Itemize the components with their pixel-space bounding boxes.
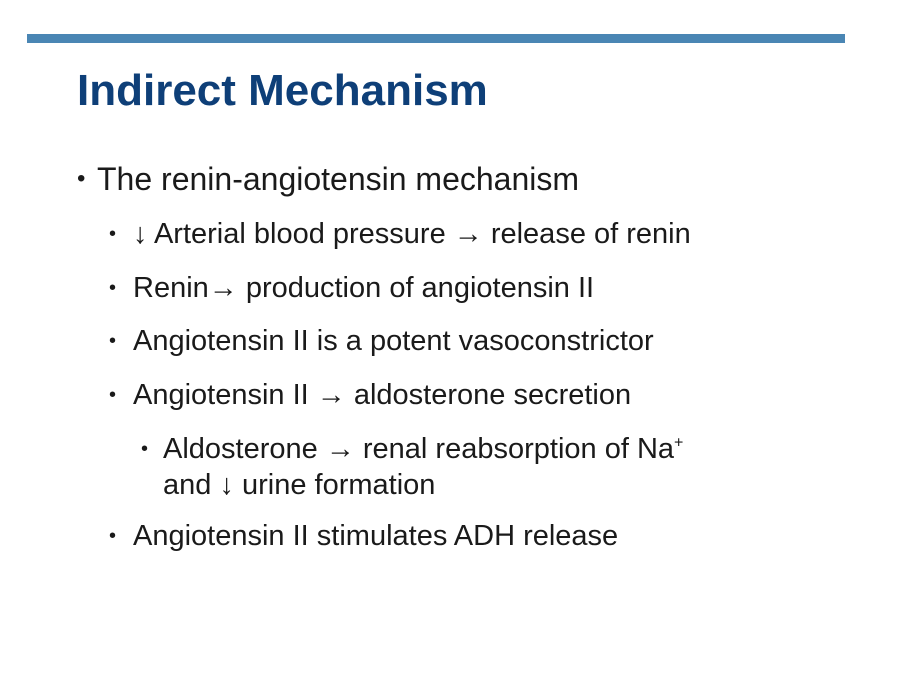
bullet-level2-adh-release: [77, 518, 618, 554]
slide-title: Indirect Mechanism: [77, 66, 488, 115]
bullet-dot-icon: •: [77, 165, 86, 192]
superscript-plus: +: [674, 434, 684, 452]
bullet-level2-vasoconstrictor: [77, 323, 654, 359]
bullet-level2-aldosterone-secretion: [77, 377, 631, 413]
bullet-dot-icon: •: [109, 384, 117, 406]
bullet-dot-icon: •: [141, 438, 149, 460]
bullet-text: Aldosterone → renal reabsorption of Na: [163, 433, 675, 465]
bullet-text: Angiotensin II is a potent vasoconstrictor: [133, 325, 654, 357]
bullet-level2-arterial-pressure: [77, 216, 691, 252]
bullet-text: Angiotensin II → aldosterone secretion: [133, 379, 632, 411]
bullet-dot-icon: •: [109, 525, 117, 547]
bullet-text-line-2: and ↓ urine formation: [163, 469, 436, 501]
bullet-text: Angiotensin II stimulates ADH release: [133, 520, 619, 552]
bullet-level3-aldosterone-effects: [77, 431, 683, 503]
bullet-text-line-1: [163, 431, 683, 467]
bullet-level2-renin-production: [77, 270, 594, 306]
bullet-dot-icon: •: [109, 277, 117, 299]
bullet-text: The renin-angiotensin mechanism: [97, 161, 580, 197]
bullet-dot-icon: •: [109, 223, 117, 245]
bullet-dot-icon: •: [109, 330, 117, 352]
bullet-text-block: [163, 431, 683, 503]
bullet-level1-renin-angiotensin: [77, 160, 579, 198]
bullet-text: ↓ Arterial blood pressure → release of renin: [133, 218, 691, 250]
bullet-text: Renin→ production of angiotensin II: [133, 272, 595, 304]
